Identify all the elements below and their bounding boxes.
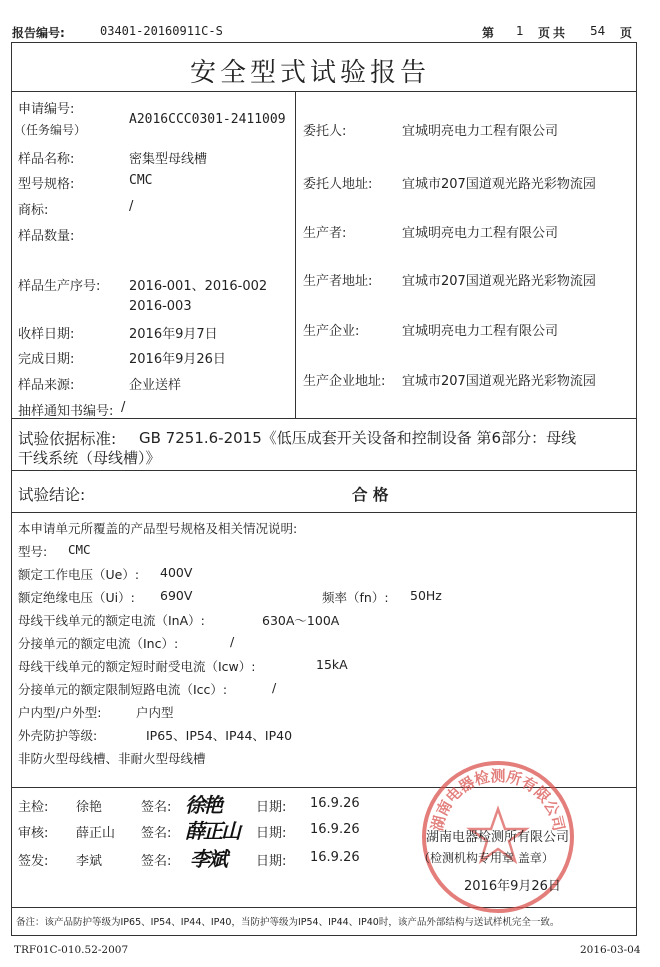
source: 企业送样 xyxy=(129,378,182,393)
desc-ue: 400V xyxy=(160,565,193,580)
desc-fire: 非防火型母线槽、非耐火型母线槽 xyxy=(18,751,206,766)
desc-ina: 630A～100A xyxy=(262,613,340,628)
role-inspector: 主检: xyxy=(18,800,49,815)
page-prefix: 第 xyxy=(482,26,495,40)
report-no: 03401-20160911C-S xyxy=(100,24,223,38)
trademark: / xyxy=(129,199,134,214)
desc-ui: 690V xyxy=(160,588,193,603)
serial-1: 2016-001、2016-002 xyxy=(129,279,268,294)
completed-date: 2016年9月26日 xyxy=(129,352,226,367)
factory: 宜城明亮电力工程有限公司 xyxy=(402,324,559,339)
quantity-label: 样品数量: xyxy=(18,229,75,244)
app-no: A2016CCC0301-2411009 xyxy=(129,112,286,127)
source-label: 样品来源: xyxy=(18,378,75,393)
factory-addr-label: 生产企业地址: xyxy=(303,374,386,389)
producer-label: 生产者: xyxy=(303,226,347,241)
client-label: 委托人: xyxy=(303,124,347,139)
form-date: 2016-03-04 xyxy=(580,944,641,956)
desc-icc: / xyxy=(272,680,277,695)
client-addr-label: 委托人地址: xyxy=(303,177,373,192)
reviewer-date: 16.9.26 xyxy=(310,822,360,837)
issuer-date: 16.9.26 xyxy=(310,850,360,865)
report-no-label: 报告编号: xyxy=(12,26,65,40)
received-label: 收样日期: xyxy=(18,327,75,342)
conclusion-value: 合 格 xyxy=(352,486,389,504)
standard-line-2: 干线系统（母线槽）》 xyxy=(18,449,161,467)
notice: / xyxy=(121,400,126,415)
reviewer-signature: 薛正山 xyxy=(185,819,239,843)
inspector-date: 16.9.26 xyxy=(310,796,360,811)
lab-name: 湖南电器检测所有限公司 xyxy=(426,830,570,845)
serial-2: 2016-003 xyxy=(129,299,192,314)
desc-inout-label: 户内型/户外型: xyxy=(18,705,102,720)
serial-label: 样品生产序号: xyxy=(18,279,101,294)
received-date: 2016年9月7日 xyxy=(129,327,218,342)
seal-text: 湖南电器检测所有限公司 xyxy=(428,767,568,833)
completed-label: 完成日期: xyxy=(18,352,75,367)
desc-icw-label: 母线干线单元的额定短时耐受电流（Icw）: xyxy=(18,659,256,674)
reviewer-name: 薛正山 xyxy=(76,826,116,841)
page-mid: 页共 xyxy=(538,26,569,40)
desc-fn-label: 频率（fn）: xyxy=(322,590,389,605)
desc-ui-label: 额定绝缘电压（Ui）: xyxy=(18,590,135,605)
desc-model: CMC xyxy=(68,542,91,557)
desc-icw: 15kA xyxy=(316,657,348,672)
page-title: 安全型式试验报告 xyxy=(190,58,431,88)
desc-ina-label: 母线干线单元的额定电流（InA）: xyxy=(18,613,205,628)
issuer-sign-label: 签名: xyxy=(141,854,172,869)
app-no-label: 申请编号: xyxy=(18,102,75,117)
factory-addr: 宜城市207国道观光路光彩物流园 xyxy=(402,374,596,389)
notice-label: 抽样通知书编号: xyxy=(18,404,114,419)
page-number: 1 xyxy=(516,24,524,38)
desc-model-label: 型号: xyxy=(18,544,48,559)
standard-line-1: GB 7251.6-2015《低压成套开关设备和控制设备 第6部分：母线 xyxy=(139,429,577,447)
task-no-label: （任务编号） xyxy=(14,123,87,137)
issuer-name: 李斌 xyxy=(76,854,103,869)
desc-inout: 户内型 xyxy=(136,705,174,720)
inspector-name: 徐艳 xyxy=(76,800,103,815)
client-addr: 宜城市207国道观光路光彩物流园 xyxy=(402,177,596,192)
desc-fn: 50Hz xyxy=(410,588,442,603)
model-label: 型号规格: xyxy=(18,177,75,192)
desc-inc: / xyxy=(230,634,235,649)
desc-icc-label: 分接单元的额定限制短路电流（Icc）: xyxy=(18,682,228,697)
producer-addr-label: 生产者地址: xyxy=(303,274,373,289)
conclusion-label: 试验结论: xyxy=(18,486,86,504)
client: 宜城明亮电力工程有限公司 xyxy=(402,124,559,139)
inspector-date-label: 日期: xyxy=(256,800,287,815)
page-total: 54 xyxy=(590,24,606,38)
issuer-date-label: 日期: xyxy=(256,854,287,869)
desc-ip-label: 外壳防护等级: xyxy=(18,728,98,743)
producer-addr: 宜城市207国道观光路光彩物流园 xyxy=(402,274,596,289)
remarks: 备注：该产品防护等级为IP65、IP54、IP44、IP40，当防护等级为IP54、IP44、IP40时，该产品外部结构与送试样机完全一致。 xyxy=(16,917,560,928)
sample-name: 密集型母线槽 xyxy=(129,152,208,167)
producer: 宜城明亮电力工程有限公司 xyxy=(402,226,559,241)
inspector-sign-label: 签名: xyxy=(141,800,172,815)
issuer-signature: 李斌 xyxy=(190,847,226,871)
reviewer-sign-label: 签名: xyxy=(141,826,172,841)
role-reviewer: 审核: xyxy=(18,826,49,841)
desc-ip: IP65、IP54、IP44、IP40 xyxy=(146,728,293,743)
model: CMC xyxy=(129,173,153,188)
desc-intro: 本申请单元所覆盖的产品型号规格及相关情况说明: xyxy=(18,521,298,536)
sample-name-label: 样品名称: xyxy=(18,152,75,167)
factory-label: 生产企业: xyxy=(303,324,360,339)
standard-label: 试验依据标准: xyxy=(18,430,117,448)
form-code: TRF01C-010.52-2007 xyxy=(14,944,129,956)
trademark-label: 商标: xyxy=(18,203,49,218)
reviewer-date-label: 日期: xyxy=(256,826,287,841)
desc-ue-label: 额定工作电压（Ue）: xyxy=(18,567,140,582)
page-suffix: 页 xyxy=(620,26,633,40)
desc-inc-label: 分接单元的额定电流（Inc）: xyxy=(18,636,179,651)
seal-note: （检测机构专用章 盖章） xyxy=(418,851,554,865)
role-issuer: 签发: xyxy=(18,854,49,869)
issue-date: 2016年9月26日 xyxy=(464,879,561,894)
inspector-signature: 徐艳 xyxy=(185,793,221,817)
